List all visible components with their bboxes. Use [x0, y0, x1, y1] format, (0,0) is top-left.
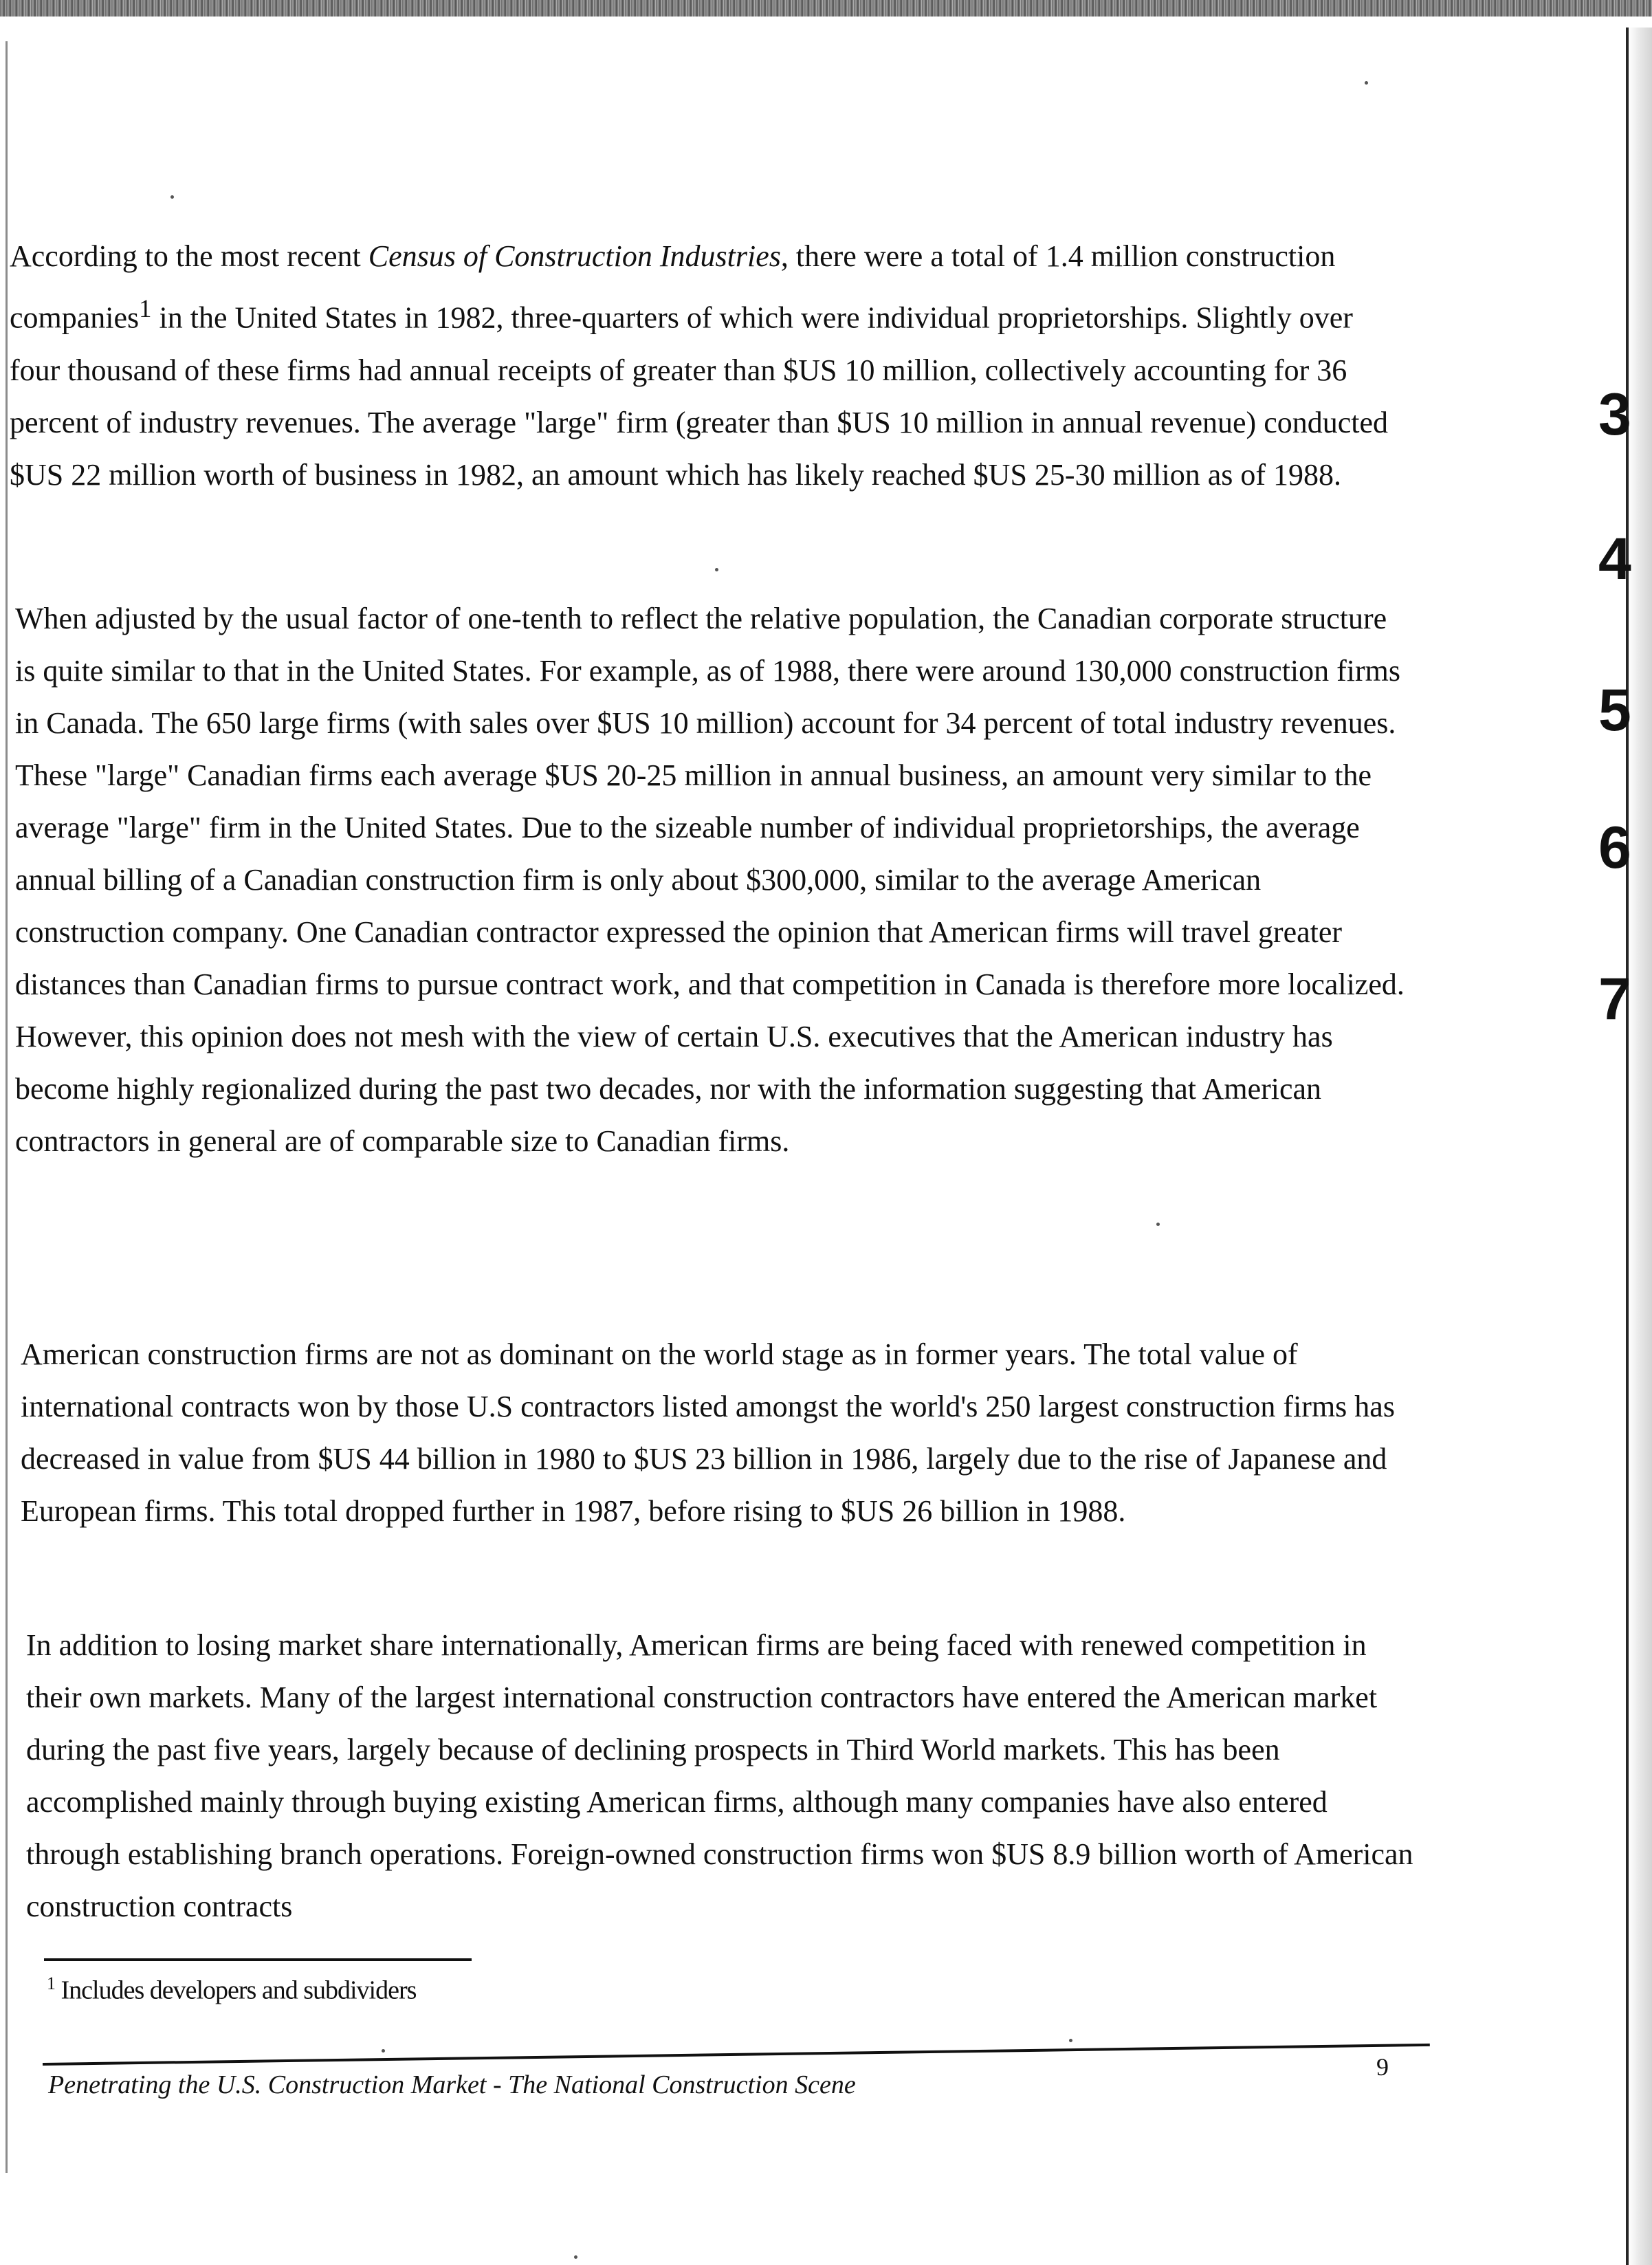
- paragraph-domestic-competition: In addition to losing market share internationally, American firms are being faced with renewed competition in their own markets. Many of the largest international construction contractors have entered the American market during the past five years, largely because of declining prospects in Third World markets. This has been accomplished mainly through buying existing American firms, although many companies have also entered through establishing branch operations. Foreign-owned construction firms won $US 8.9 billion worth of American construction contracts: [26, 1628, 1413, 1923]
- paragraph-census-text-1: , there were a total of 1.4 million construction companies: [10, 239, 1336, 335]
- scan-speck: [170, 195, 174, 199]
- footnote-text: Includes developers and subdividers: [55, 1976, 417, 2005]
- paragraph-census-text-2: in the United States in 1982, three-quarters of which were individual proprietorships. Slightly over four thousand of these firms had annual receipts of greater than $US 10 million, collectively accounting for 36 percent of industry revenues. The average "large" firm (greater than $US 10 million in annual revenue) conducted $US 22 million worth of business in 1982, an amount which has likely reached $US 25-30 million as of 1988.: [10, 300, 1389, 492]
- section-tab-3: 3: [1598, 382, 1631, 448]
- scan-speck: [382, 2049, 385, 2053]
- page-edge-tabs: [1626, 28, 1652, 2265]
- paragraph-world-stage: American construction firms are not as dominant on the world stage as in former years. The total value of international contracts won by those U.S contractors listed amongst the world's 250 largest construction firms has decreased in value from $US 44 billion in 1980 to $US 23 billion in 1986, largely due to the rise of Japanese and European firms. This total dropped further in 1987, before rising to $US 26 billion in 1988.: [21, 1337, 1395, 1528]
- footnote-reference: 1: [139, 294, 152, 322]
- paragraph-census-lead: According to the most recent: [10, 239, 368, 273]
- census-title: Census of Construction Industries: [368, 239, 781, 273]
- footnote-marker: 1: [47, 1973, 55, 1993]
- paragraph-canadian-structure: When adjusted by the usual factor of one-tenth to reflect the relative population, the Canadian corporate structure is quite similar to that in the United States. For example, as of 1988, there were around 130,000 construction firms in Canada. The 650 large firms (with sales over $US 10 million) account for 34 percent of total industry revenues. These "large" Canadian firms each average $US 20-25 million in annual business, an amount very similar to the average "large" firm in the United States. Due to the sizeable number of individual proprietorships, the average annual billing of a Canadian construction firm is only about $300,000, similar to the average American construction company. One Canadian contractor expressed the opinion that American firms will travel greater distances than Canadian firms to pursue contract work, and that competition in Canada is therefore more localized. However, this opinion does not mesh with the view of certain U.S. executives that the American industry has become highly regionalized during the past two decades, nor with the information suggesting that American contractors in general are of comparable size to Canadian firms.: [15, 602, 1405, 1158]
- scan-top-edge: [0, 0, 1652, 17]
- running-footer-title: Penetrating the U.S. Construction Market - The National Construction Scene: [48, 2070, 856, 2099]
- footnote: [47, 1973, 416, 2006]
- footnote-divider: [44, 1958, 472, 1961]
- section-tab-4: 4: [1598, 526, 1631, 592]
- scan-speck: [1156, 1223, 1160, 1226]
- section-tab-7: 7: [1598, 966, 1631, 1032]
- scan-left-edge: [5, 41, 8, 2173]
- scan-speck: [715, 568, 718, 571]
- scan-speck: [1365, 81, 1368, 85]
- scan-speck: [1069, 2039, 1072, 2042]
- section-tab-5: 5: [1598, 677, 1631, 743]
- paragraph-census: [10, 230, 1405, 501]
- scan-speck: [574, 2255, 577, 2259]
- page-number: 9: [1376, 2053, 1389, 2081]
- footer-divider: [43, 2044, 1430, 2066]
- section-tab-6: 6: [1598, 815, 1631, 881]
